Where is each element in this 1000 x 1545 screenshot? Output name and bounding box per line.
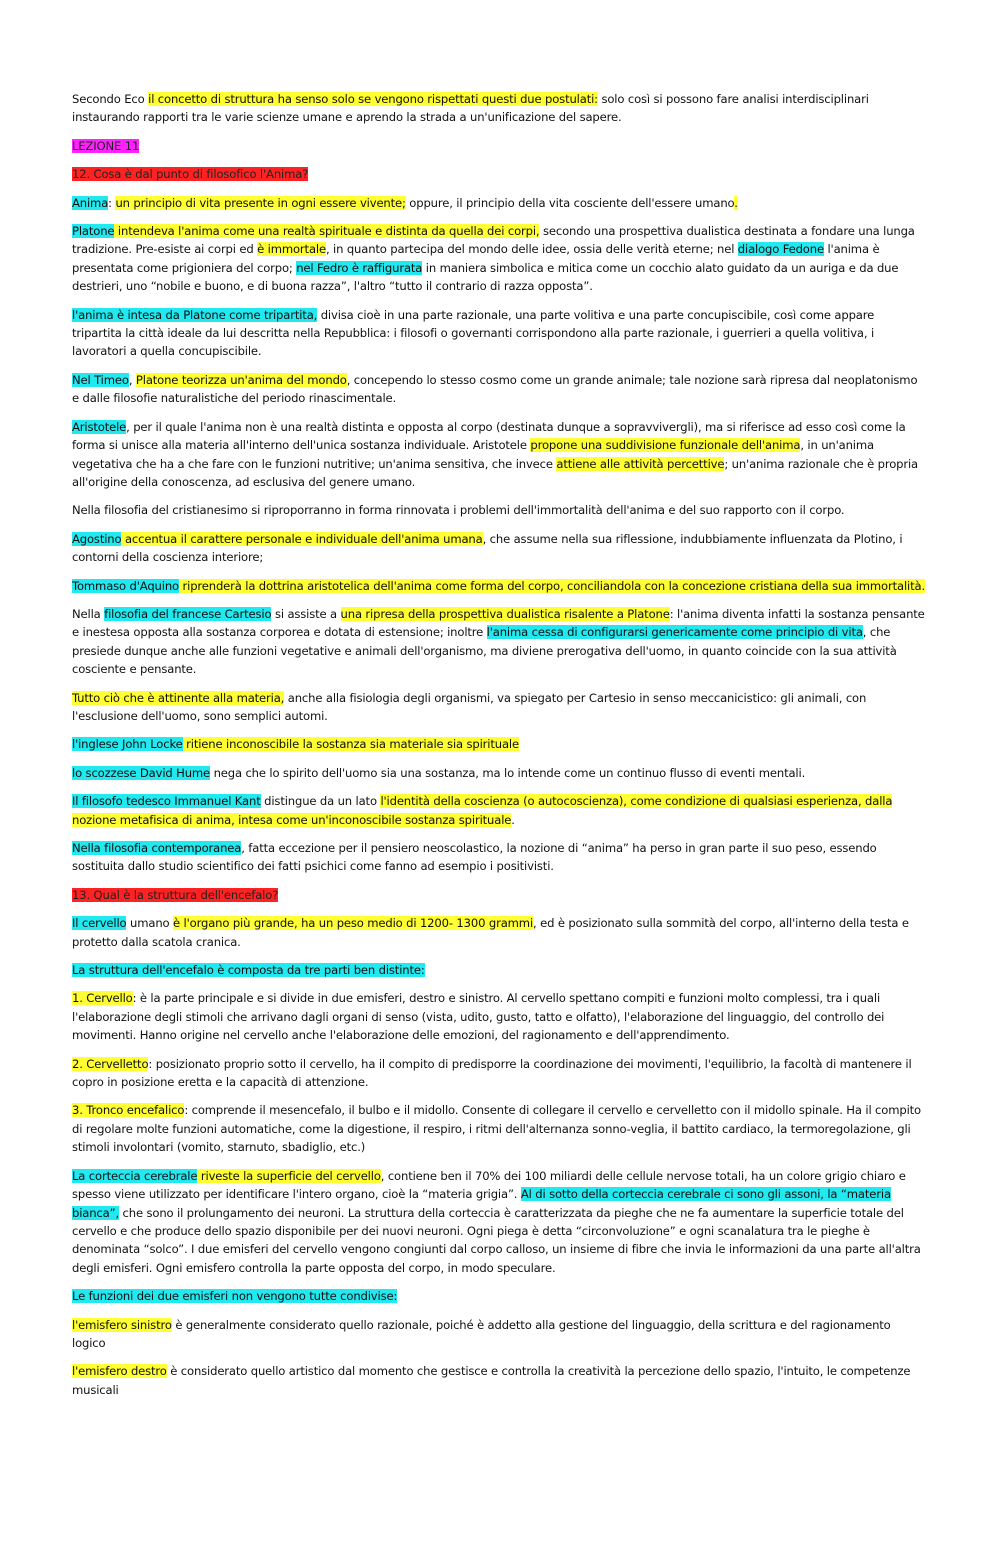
paragraph-tronco <box>72 1101 926 1156</box>
highlighted-text: accentua il carattere personale e individuale dell'anima umana <box>121 531 483 546</box>
paragraph-aristotele <box>72 418 926 492</box>
highlighted-text: l'anima è intesa da Platone come tripartita, <box>72 307 318 322</box>
body-text: ; un'anima razionale che è propria all'origine della conoscenza, ad esclusiva del genere umano. <box>72 456 919 489</box>
paragraph-corteccia <box>72 1167 926 1277</box>
highlighted-text: La corteccia cerebrale <box>72 1168 198 1183</box>
paragraph-agostino <box>72 530 926 567</box>
highlighted-text: Platone <box>72 224 115 239</box>
body-text: : <box>108 195 116 210</box>
paragraph-eco <box>72 90 926 127</box>
highlighted-text: l'anima cessa di configurarsi genericamente come principio di vita <box>486 625 863 640</box>
highlighted-text: Tommaso d'Aquino <box>72 578 179 593</box>
highlighted-text: 3. Tronco encefalico <box>72 1103 185 1118</box>
highlighted-text: Il filosofo tedesco Immanuel Kant <box>72 794 261 809</box>
highlighted-text: Nella filosofia contemporanea <box>72 841 242 855</box>
highlighted-text: Nel Timeo <box>72 372 129 387</box>
paragraph-platone <box>72 222 926 296</box>
body-text: solo così si possono fare analisi interdisciplinari instaurando rapporti tra le varie scienze umane e aprendo la strada a un'unificazione del sapere. <box>72 92 869 125</box>
paragraph-kant <box>72 792 926 829</box>
highlighted-text: LEZIONE 11 <box>72 138 140 153</box>
paragraph-question-12 <box>72 165 926 183</box>
body-text: è generalmente considerato quello razionale, poiché è addetto alla gestione del linguaggio, della scrittura e del ragionamento logico <box>72 1317 891 1350</box>
body-text: , fatta eccezione per il pensiero neoscolastico, la nozione di “anima” ha perso in gran parte il suo peso, essendo sostituita dallo studio scientifico dei fatti psichici come fanno ad esempio i positivisti. <box>72 841 877 874</box>
paragraph-anima-def <box>72 194 926 212</box>
highlighted-text: Platone teorizza un'anima del mondo <box>135 372 347 387</box>
paragraph-materia <box>72 689 926 726</box>
body-text: , che presiede dunque anche alle funzioni vegetative e animali dell'organismo, ma diviene prerogativa dell'uomo, in quanto coincide con la sua attività cosciente e pensante. <box>72 625 897 677</box>
body-text: l'anima è presentata come prigioniera del corpo; <box>72 242 880 275</box>
paragraph-tre-parti <box>72 961 926 979</box>
highlighted-text: lo scozzese David Hume <box>72 765 211 780</box>
body-text: in maniera simbolica e mitica come un cocchio alato guidato da un auriga e da due destrieri, uno “nobile e buono, e di buona razza”, l'altro “tutto il contrario di razza opposta”. <box>72 260 899 294</box>
body-text: è considerato quello artistico dal momento che gestisce e controlla la creatività la percezione dello spazio, l'intuito, le competenze musicali <box>72 1364 911 1397</box>
highlighted-text: Il cervello <box>72 916 127 931</box>
paragraph-question-13 <box>72 886 926 904</box>
highlighted-text: dialogo Fedone <box>737 242 824 257</box>
body-text: Secondo Eco <box>72 92 149 106</box>
body-text: si assiste a <box>271 606 341 621</box>
highlighted-text: l'identità della coscienza (o autocoscienza), come condizione di qualsiasi esperienza, dalla nozione metafisica di anima, intesa come un'inconoscibile sostanza spirituale <box>72 794 893 827</box>
highlighted-text: La struttura dell'encefalo è composta da tre parti ben distinte: <box>72 963 425 978</box>
body-text: : comprende il mesencefalo, il bulbo e il midollo. Consente di collegare il cervello e cervelletto con il midollo spinale. Ha il compito di regolare molte funzioni automatiche, come la digestione, il respiro, i ritmi dell'alternanza sonno-veglia, il battito cardiaco, la termoregolazione, gli stimoli involontari (vomito, starnuto, sbadiglio, etc.) <box>72 1103 921 1155</box>
paragraph-tripartita <box>72 306 926 361</box>
paragraph-funzioni <box>72 1287 926 1305</box>
paragraph-cervelletto <box>72 1055 926 1092</box>
paragraph-tommaso <box>72 577 926 595</box>
paragraph-contemporanea <box>72 839 926 876</box>
paragraph-hume <box>72 764 926 782</box>
highlighted-text: Tutto ciò che è attinente alla materia, <box>72 690 285 705</box>
highlighted-text: 12. Cosa è dal punto di filosofico l'Anima? <box>72 167 309 182</box>
highlighted-text: una ripresa della prospettiva dualistica risalente a Platone <box>340 606 670 621</box>
document-page <box>72 90 926 1409</box>
body-text: , che assume nella sua riflessione, indubbiamente influenzata da Plotino, i contorni della coscienza interiore; <box>72 531 903 565</box>
highlighted-text: un principio di vita presente in ogni essere vivente; <box>115 195 406 210</box>
highlighted-text: 1. Cervello <box>72 991 133 1006</box>
body-text: nega che lo spirito dell'uomo sia una sostanza, ma lo intende come un continuo flusso di eventi mentali. <box>210 765 806 780</box>
body-text: umano <box>126 916 173 931</box>
highlighted-text: intendeva l'anima come una realtà spirituale e distinta da quella dei corpi, <box>114 224 540 239</box>
body-text: , in un'anima vegetativa che ha a che fare con le funzioni nutritive; un'anima sensitiva, che invece <box>72 438 874 471</box>
paragraph-destro <box>72 1362 926 1399</box>
paragraph-locke <box>72 735 926 753</box>
highlighted-text: filosofia del francese Cartesio <box>104 606 272 621</box>
paragraph-lezione-11 <box>72 137 926 155</box>
highlighted-text: Anima <box>72 195 109 210</box>
body-text: , ed è posizionato sulla sommità del corpo, all'interno della testa e protetto dalla scatola cranica. <box>72 916 909 949</box>
body-text: oppure, il principio della vita cosciente dell'essere umano <box>405 195 735 210</box>
body-text: anche alla fisiologia degli organismi, va spiegato per Cartesio in senso meccanicistico: gli animali, con l'esclusione dell'uomo, sono semplici automi. <box>72 690 867 723</box>
body-text: secondo una prospettiva dualistica destinata a fondare una lunga tradizione. Pre-esiste ai corpi ed <box>72 224 915 257</box>
body-text: : l'anima diventa infatti la sostanza pensante e inestesa opposta alla sostanza corporea e dotata di estensione; inoltre <box>72 606 925 640</box>
body-text: distingue da un lato <box>260 794 381 809</box>
highlighted-text: Le funzioni dei due emisferi non vengono tutte condivise: <box>72 1289 398 1304</box>
body-text: che sono il prolungamento dei neuroni. La struttura della corteccia è caratterizzata da pieghe che ne fa aumentare la superficie totale del cervello e che produce dello spazio disponibile per dei nuovi neuroni. Ogni piega è detta “circonvoluzione” e ogni scanalatura tra le pieghe è denominata “solco”. I due emisferi del cervello vengono congiunti dal corpo calloso, un insieme di fibre che invia le informazioni da una parte all'altra degli emisferi. Ogni emisfero controlla la parte opposta del corpo, in modo speculare. <box>72 1205 921 1275</box>
highlighted-text: l'emisfero destro <box>72 1364 167 1379</box>
paragraph-timeo <box>72 371 926 408</box>
highlighted-text: l'emisfero sinistro <box>72 1317 172 1332</box>
body-text: : posizionato proprio sotto il cervello, ha il compito di predisporre la coordinazione dei movimenti, l'equilibrio, la facoltà di mantenere il copro in posizione eretta e la capacità di attenzione. <box>72 1056 912 1090</box>
highlighted-text: è l'organo più grande, ha un peso medio di 1200- 1300 grammi <box>173 916 534 931</box>
body-text: , per il quale l'anima non è una realtà distinta e opposta al corpo (destinata dunque a sopravvivergli), ma si riferisce ad esso così come la forma si unisce alla materia all'interno dell'unica sostanza individuale. Aristotele <box>72 419 906 453</box>
highlighted-text: Aristotele <box>72 419 127 434</box>
body-text: , in quanto partecipa del mondo delle idee, ossia delle verità eterne; nel <box>325 242 738 257</box>
body-text: divisa cioè in una parte razionale, una parte volitiva e una parte concupiscibile, così come appare tripartita la città ideale da lui descritta nella Repubblica: i filosofi o governanti corrispondono alla parte razionale, i guerrieri a quella volitiva, i lavoratori a quella concupiscibile. <box>72 307 875 359</box>
paragraph-sinistro <box>72 1316 926 1353</box>
body-text: , <box>128 372 136 387</box>
highlighted-text: è immortale <box>257 242 326 257</box>
highlighted-text: riveste la superficie del cervello <box>197 1168 381 1183</box>
highlighted-text: l'inglese John Locke <box>72 737 183 752</box>
highlighted-text: ritiene inconoscibile la sostanza sia materiale sia spirituale <box>182 737 519 752</box>
body-text: : è la parte principale e si divide in due emisferi, destro e sinistro. Al cervello spettano compiti e funzioni molto complessi, tra i quali l'elaborazione degli stimoli che arrivano dagli organi di senso (vista, udito, gusto, tatto e olfatto), l'elaborazione del linguaggio, del controllo dei movimenti. Hanno origine nel cervello anche l'elaborazione delle emozioni, del ragionamento e dell'apprendimento. <box>72 991 885 1043</box>
highlighted-text: Agostino <box>72 531 122 546</box>
highlighted-text: propone una suddivisione funzionale dell'anima <box>530 438 801 453</box>
body-text: Nella <box>72 606 105 621</box>
body-text: . <box>511 812 515 827</box>
body-text: , concependo lo stesso cosmo come un grande animale; tale nozione sarà ripresa dal neoplatonismo e dalle filosofie naturalistiche del periodo rinascimentale. <box>72 372 918 406</box>
paragraph-cervello-1 <box>72 989 926 1044</box>
paragraph-cartesio <box>72 605 926 679</box>
highlighted-text: 13. Qual è la struttura dell'encefalo? <box>72 887 279 902</box>
highlighted-text: riprenderà la dottrina aristotelica dell'anima come forma del corpo, conciliandola con la concezione cristiana della sua immortalità. <box>178 578 925 593</box>
body-text: Nella filosofia del cristianesimo si riproporranno in forma rinnovata i problemi dell'immortalità dell'anima e del suo rapporto con il corpo. <box>72 503 845 518</box>
paragraph-cristianesimo <box>72 501 926 519</box>
paragraph-cervello <box>72 914 926 951</box>
highlighted-text: nel Fedro è raffigurata <box>296 260 423 275</box>
body-text: , contiene ben il 70% dei 100 miliardi delle cellule nervose totali, ha un colore grigio chiaro e spesso viene utilizzato per identificare l'intero organo, cioè la “materia grigia”. <box>72 1168 906 1202</box>
highlighted-text: Al di sotto della corteccia cerebrale ci sono gli assoni, la “materia bianca”, <box>72 1187 891 1220</box>
highlighted-text: il concetto di struttura ha senso solo se vengono rispettati questi due postulati: <box>148 92 598 106</box>
highlighted-text: 2. Cervelletto <box>72 1056 149 1071</box>
highlighted-text: . <box>734 195 738 210</box>
highlighted-text: attiene alle attività percettive <box>556 456 725 471</box>
